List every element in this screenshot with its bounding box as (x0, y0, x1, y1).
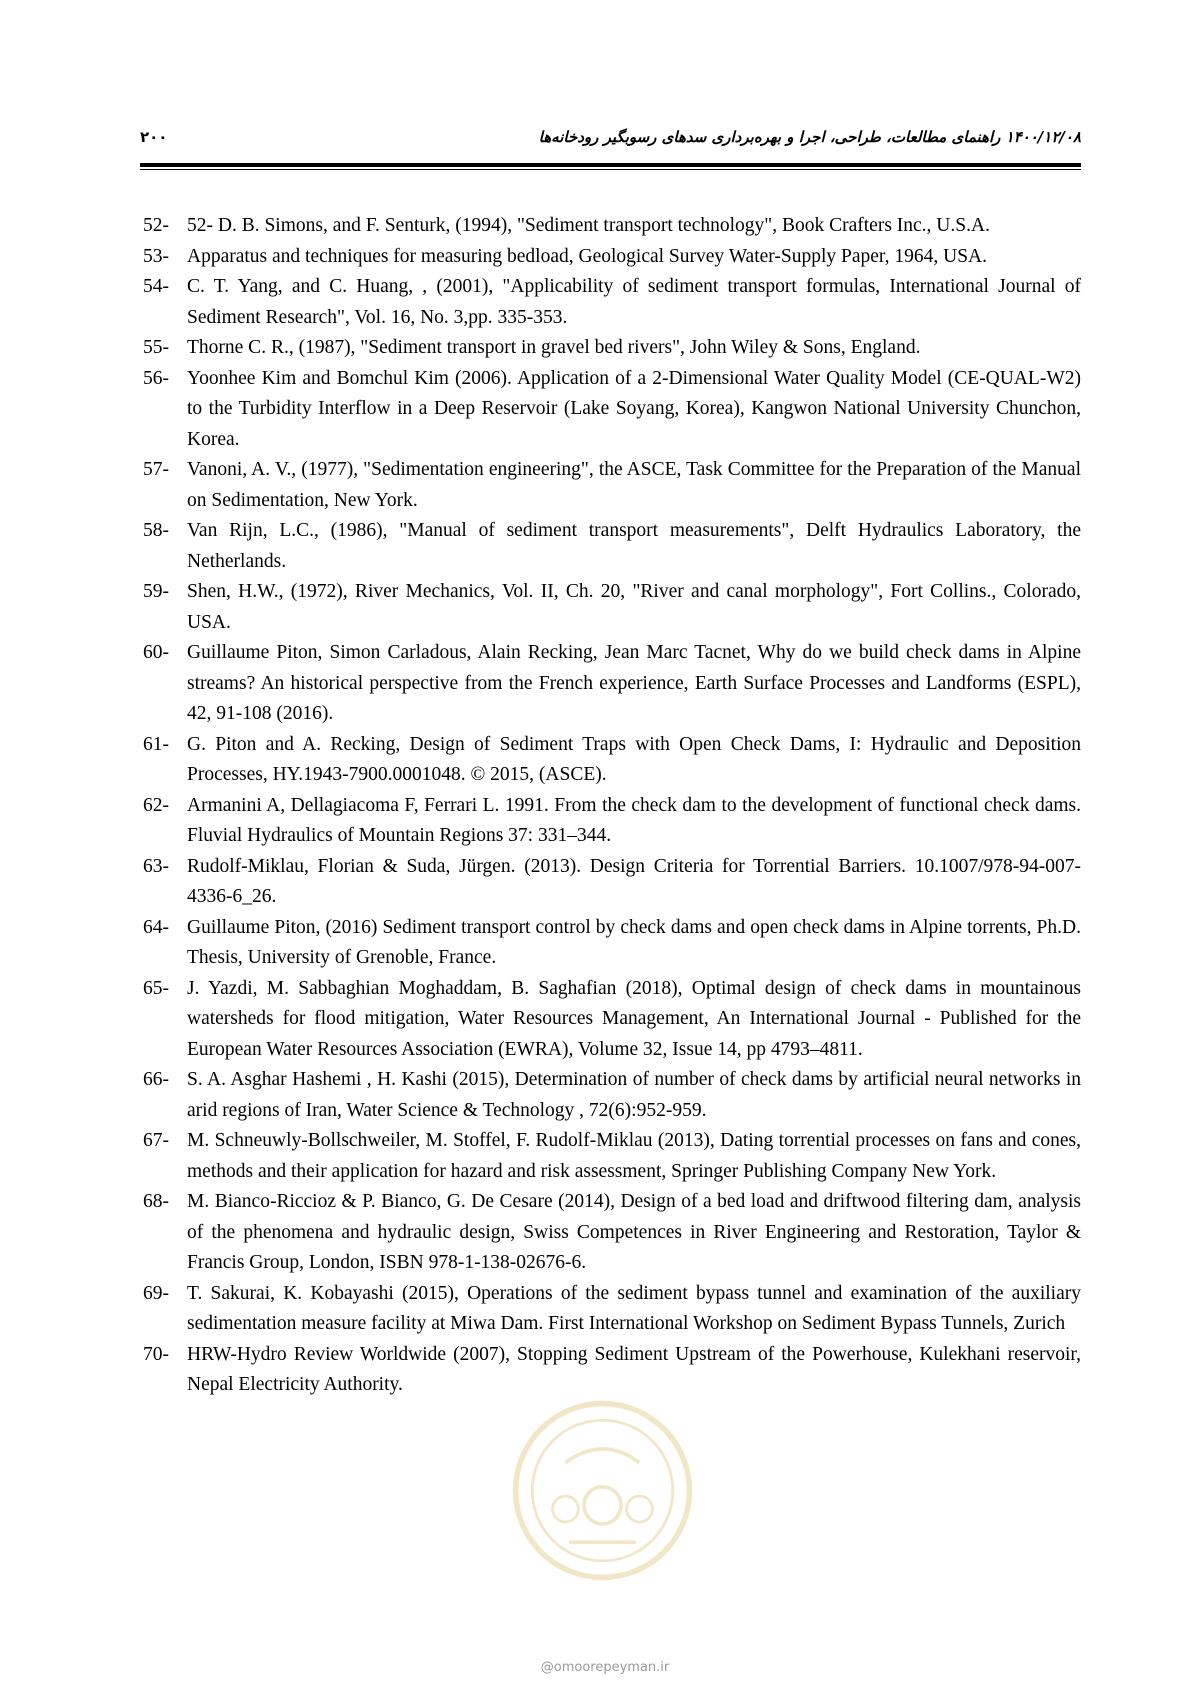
reference-item (143, 913, 1081, 974)
reference-text: S. A. Asghar Hashemi , H. Kashi (2015), Determination of number of check dams by artificial neural networks in arid regions of Iran, Water Science & Technology , 72(6):952-959. (187, 1069, 1081, 1121)
reference-number: 52- (143, 215, 169, 236)
reference-item (143, 455, 1081, 516)
reference-number: 68- (143, 1191, 169, 1212)
reference-number: 64- (143, 916, 169, 938)
watermark-text: @omoorepeyman.ir (540, 1660, 670, 1675)
header-rule-thick (140, 163, 1081, 167)
reference-number: 54- (143, 276, 169, 297)
reference-text: Yoonhee Kim and Bomchul Kim (2006). Application of a 2-Dimensional Water Quality Model (CE-QUAL-W2) to the Turbidity Interflow in a Deep Reservoir (Lake Soyang, Korea), Kangwon National University Chunchon, Korea. (187, 367, 1081, 450)
reference-number: 69- (143, 1282, 169, 1304)
reference-item (143, 1126, 1081, 1187)
reference-number: 55- (143, 337, 169, 358)
reference-text: HRW-Hydro Review Worldwide (2007), Stopping Sediment Upstream of the Powerhouse, Kulekhani reservoir, Nepal Electricity Authority. (187, 1343, 1081, 1395)
reference-item (143, 272, 1081, 333)
reference-item (143, 852, 1081, 913)
reference-number: 62- (143, 794, 169, 816)
reference-text: M. Schneuwly-Bollschweiler, M. Stoffel, F. Rudolf-Miklau (2013), Dating torrential processes on fans and cones, methods and their application for hazard and risk assessment, Springer Publishing Company New York. (187, 1130, 1081, 1182)
reference-item (143, 1279, 1081, 1340)
reference-item (143, 791, 1081, 852)
reference-number: 57- (143, 459, 169, 480)
reference-item (143, 333, 1081, 364)
reference-number: 65- (143, 977, 169, 999)
reference-text: Guillaume Piton, (2016) Sediment transport control by check dams and open check dams in Alpine torrents, Ph.D. Thesis, University of Grenoble, France. (187, 916, 1081, 968)
reference-item (143, 577, 1081, 638)
reference-item (143, 242, 1081, 273)
reference-text: Apparatus and techniques for measuring bedload, Geological Survey Water-Supply Paper, 1964, USA. (187, 245, 988, 267)
reference-text: Thorne C. R., (1987), "Sediment transport in gravel bed rivers", John Wiley & Sons, England. (187, 337, 921, 358)
reference-number: 66- (143, 1069, 169, 1090)
reference-text: T. Sakurai, K. Kobayashi (2015), Operations of the sediment bypass tunnel and examination of the auxiliary sedimentation measure facility at Miwa Dam. First International Workshop on Sediment Bypass Tunnels, Zurich (187, 1282, 1081, 1334)
reference-text: Guillaume Piton, Simon Carladous, Alain Recking, Jean Marc Tacnet, Why do we build check dams in Alpine streams? An historical perspective from the French experience, Earth Surface Processes and Landforms (ESPL), 42, 91-108 (2016). (187, 642, 1081, 724)
reference-text: Vanoni, A. V., (1977), "Sedimentation engineering", the ASCE, Task Committee for the Preparation of the Manual on Sedimentation, New York. (187, 459, 1081, 511)
reference-item (143, 211, 1081, 242)
reference-list (143, 211, 1081, 1401)
reference-text: Van Rijn, L.C., (1986), "Manual of sediment transport measurements", Delft Hydraulics Laboratory, the Netherlands. (187, 520, 1081, 572)
reference-number: 60- (143, 642, 169, 663)
reference-text: Armanini A, Dellagiacoma F, Ferrari L. 1991. From the check dam to the development of functional check dams. Fluvial Hydraulics of Mountain Regions 37: 331–344. (187, 794, 1081, 846)
reference-text: J. Yazdi, M. Sabbaghian Moghaddam, B. Saghafian (2018), Optimal design of check dams in mountainous watersheds for flood mitigation, Water Resources Management, An International Journal - Published for the European Water Resources Association (EWRA), Volume 32, Issue 14, pp 4793–4811. (187, 977, 1081, 1060)
header-title: ۱۴۰۰/۱۲/۰۸ راهنمای مطالعات، طراحی، اجرا و بهره‌برداری سدهای رسوبگیر رودخانه‌ها (538, 128, 1081, 146)
reference-item (143, 1340, 1081, 1401)
running-header (140, 128, 1081, 158)
reference-item (143, 638, 1081, 730)
reference-number: 56- (143, 367, 169, 389)
page-number: ۲۰۰ (140, 128, 168, 146)
reference-item (143, 1065, 1081, 1126)
reference-number: 61- (143, 733, 169, 755)
reference-item (143, 364, 1081, 456)
reference-text: G. Piton and A. Recking, Design of Sediment Traps with Open Check Dams, I: Hydraulic and Deposition Processes, HY.1943-7900.0001048. © 2015, (ASCE). (187, 733, 1081, 785)
reference-number: 58- (143, 520, 169, 541)
reference-number: 70- (143, 1343, 169, 1365)
reference-number: 63- (143, 855, 169, 877)
reference-text: Shen, H.W., (1972), River Mechanics, Vol. II, Ch. 20, "River and canal morphology", Fort Collins., Colorado, USA. (187, 581, 1081, 633)
reference-item (143, 730, 1081, 791)
reference-text: 52- D. B. Simons, and F. Senturk, (1994), "Sediment transport technology", Book Crafters Inc., U.S.A. (187, 215, 990, 236)
reference-text: Rudolf-Miklau, Florian & Suda, Jürgen. (2013). Design Criteria for Torrential Barriers. 10.1007/978-94-007-4336-6_26. (187, 855, 1081, 907)
reference-item (143, 974, 1081, 1066)
reference-text: M. Bianco-Riccioz & P. Bianco, G. De Cesare (2014), Design of a bed load and driftwood filtering dam, analysis of the phenomena and hydraulic design, Swiss Competences in River Engineering and Restoration, Taylor & Francis Group, London, ISBN 978-1-138-02676-6. (187, 1191, 1081, 1273)
reference-item (143, 1187, 1081, 1279)
reference-number: 59- (143, 581, 169, 602)
reference-text: C. T. Yang, and C. Huang, , (2001), "Applicability of sediment transport formulas, International Journal of Sediment Research", Vol. 16, No. 3,pp. 335-353. (187, 276, 1081, 328)
reference-number: 53- (143, 245, 169, 267)
header-rule-thin (140, 169, 1081, 170)
reference-item (143, 516, 1081, 577)
watermark-seal-icon (510, 1398, 695, 1583)
reference-number: 67- (143, 1130, 169, 1151)
